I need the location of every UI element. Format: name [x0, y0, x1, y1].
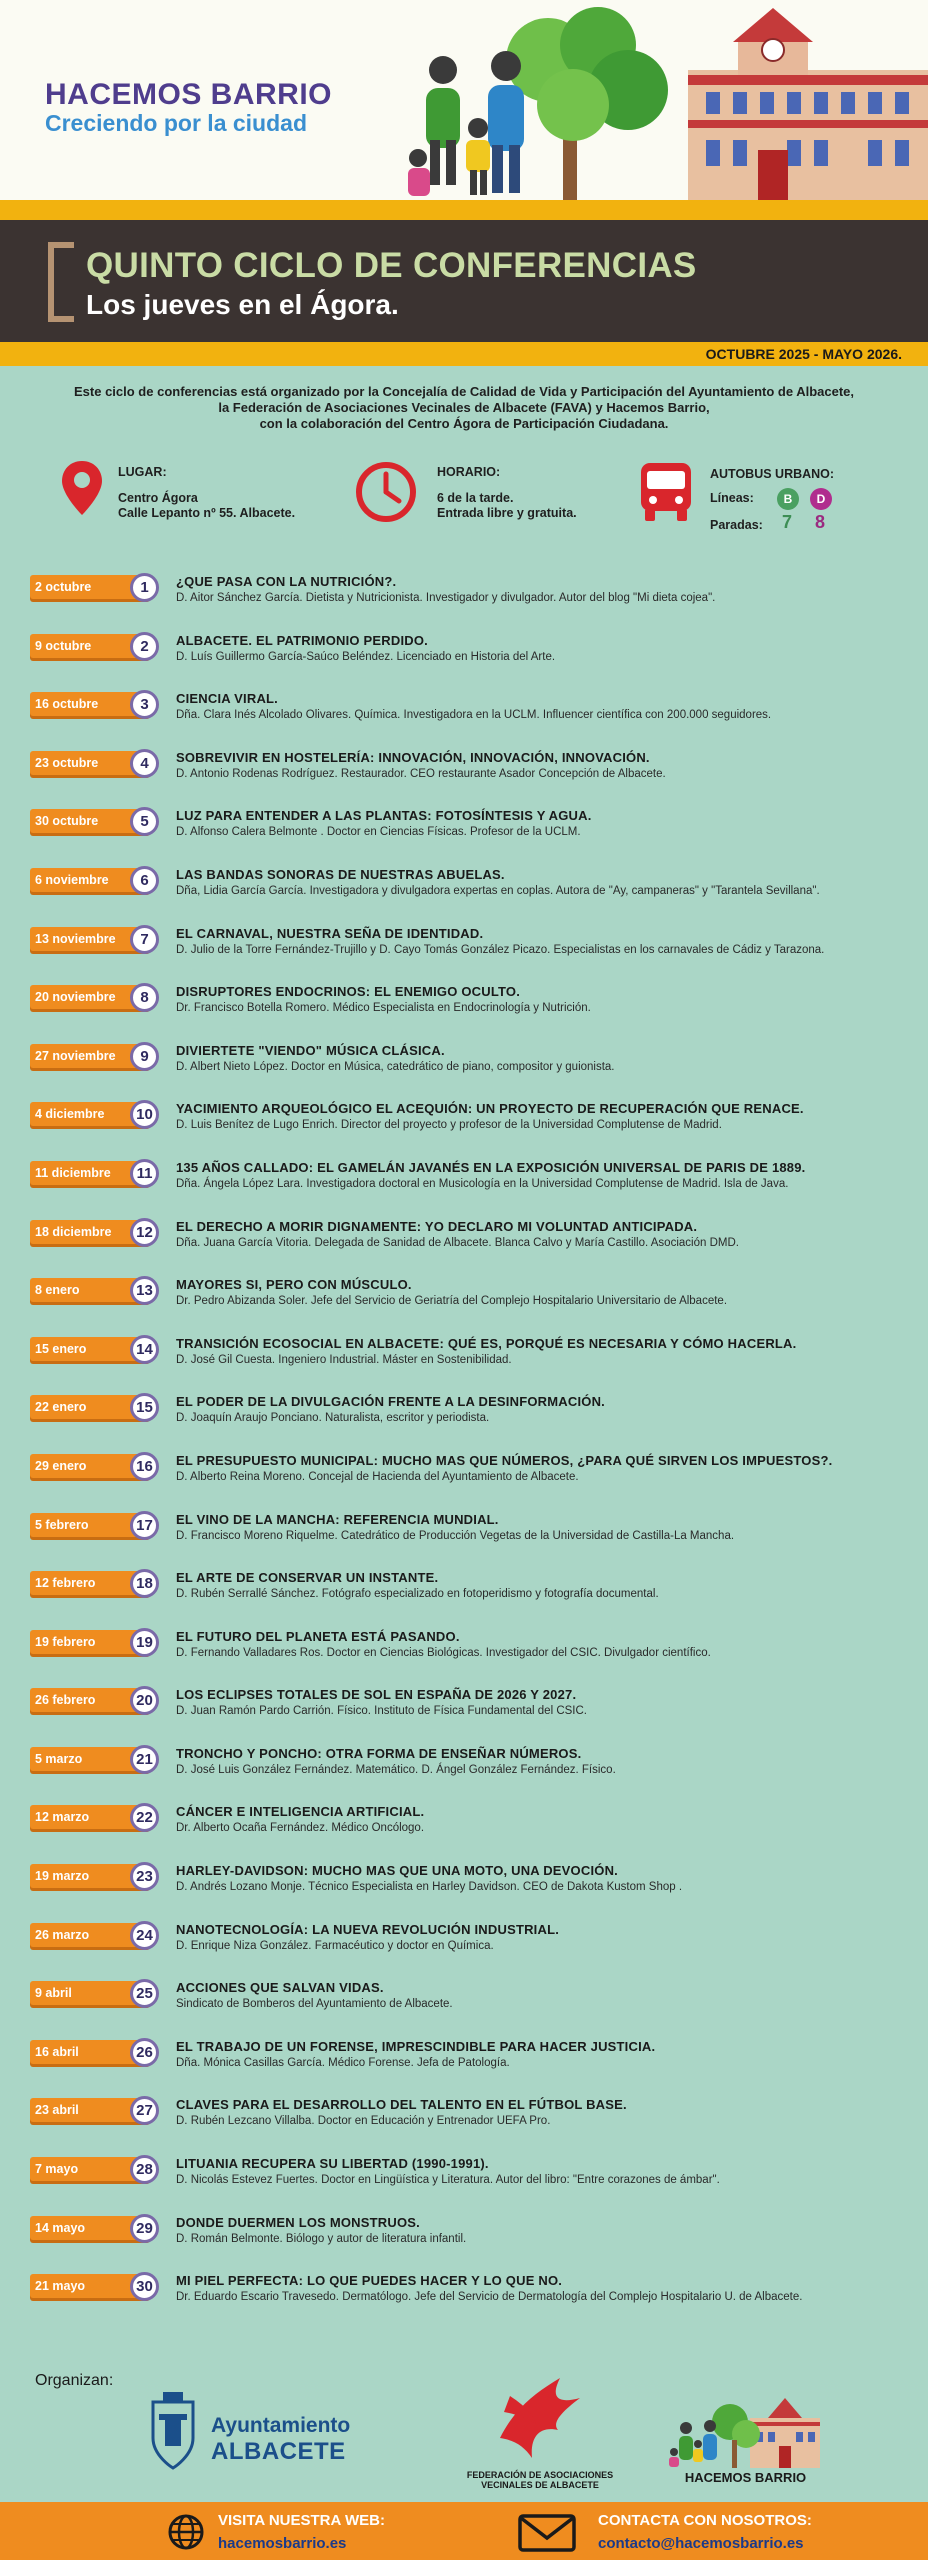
conference-title: ALBACETE. EL PATRIMONIO PERDIDO.	[176, 632, 428, 648]
conference-title: EL ARTE DE CONSERVAR UN INSTANTE.	[176, 1570, 439, 1586]
conference-title: EL FUTURO DEL PLANETA ESTÁ PASANDO.	[176, 1628, 460, 1644]
clock-icon	[355, 461, 417, 523]
conference-row	[0, 1859, 928, 1918]
conference-speaker: D. Enrique Niza González. Farmacéutico y doctor en Química.	[176, 1939, 494, 1952]
location-label: LUGAR:	[118, 465, 167, 479]
conference-number: 23	[130, 1862, 159, 1891]
conference-number: 5	[130, 807, 159, 836]
conference-title: LAS BANDAS SONORAS DE NUESTRAS ABUELAS.	[176, 866, 505, 882]
globe-icon	[168, 2514, 204, 2550]
location-line: Centro Ágora	[118, 491, 198, 505]
conference-speaker: D. Luis Benítez de Lugo Enrich. Director del proyecto y profesor de la Universidad Complutense de Madrid.	[176, 1119, 722, 1132]
conference-list	[0, 570, 928, 2328]
conference-number: 18	[130, 1569, 159, 1598]
conference-title: ACCIONES QUE SALVAN VIDAS.	[176, 1980, 384, 1996]
conference-number: 10	[130, 1100, 159, 1129]
conference-number: 14	[130, 1335, 159, 1364]
family-and-townhall-illustration	[388, 0, 928, 200]
conference-speaker: D. Andrés Lozano Monje. Técnico Especialista en Harley Davidson. CEO de Dakota Kustom Shop .	[176, 1881, 683, 1894]
conference-row	[0, 2035, 928, 2094]
conference-date: 13 noviembre	[30, 927, 150, 951]
conference-speaker: Sindicato de Bomberos del Ayuntamiento de Albacete.	[176, 1998, 453, 2011]
conference-date: 8 enero	[30, 1278, 150, 1302]
conference-row	[0, 863, 928, 922]
conference-number: 1	[130, 573, 159, 602]
conference-date: 12 febrero	[30, 1571, 150, 1595]
footer	[0, 2502, 928, 2560]
conference-date: 12 marzo	[30, 1805, 150, 1829]
conference-number: 25	[130, 1979, 159, 2008]
conference-date: 27 noviembre	[30, 1044, 150, 1068]
header-banner	[0, 0, 928, 200]
conference-number: 2	[130, 632, 159, 661]
location-line: Calle Lepanto nº 55. Albacete.	[118, 506, 296, 520]
hacemos-barrio-logo	[668, 2392, 823, 2485]
conference-title: EL PODER DE LA DIVULGACIÓN FRENTE A LA DESINFORMACIÓN.	[176, 1394, 605, 1410]
conference-row	[0, 1273, 928, 1332]
conference-row	[0, 1625, 928, 1684]
schedule-text	[437, 491, 577, 521]
conference-speaker: Dña. Juana García Vitoria. Delegada de Sanidad de Albacete. Blanca Calvo y María Castillo. Asociación DMD.	[176, 1236, 739, 1249]
conference-title: TRONCHO Y PONCHO: OTRA FORMA DE ENSEÑAR NÚMEROS.	[176, 1745, 582, 1761]
conference-speaker: D. Alfonso Calera Belmonte . Doctor en Ciencias Físicas. Profesor de la UCLM.	[176, 826, 581, 839]
website-link[interactable]: hacemosbarrio.es	[218, 2535, 347, 2552]
conference-number: 27	[130, 2096, 159, 2125]
conference-number: 24	[130, 1921, 159, 1950]
conference-speaker: D. Antonio Rodenas Rodríguez. Restaurador. CEO restaurante Asador Concepción de Albacete.	[176, 767, 666, 780]
bus-line-d-badge: D	[810, 488, 832, 510]
conference-row	[0, 980, 928, 1039]
conference-date: 21 mayo	[30, 2274, 150, 2298]
conference-number: 11	[130, 1159, 159, 1188]
conference-row	[0, 1918, 928, 1977]
conference-number: 26	[130, 2038, 159, 2067]
conference-speaker: Dr. Alberto Ocaña Fernández. Médico Oncólogo.	[176, 1822, 425, 1835]
period-label: OCTUBRE 2025 - MAYO 2026.	[705, 346, 902, 362]
conference-row	[0, 2211, 928, 2270]
conference-speaker: D. Joaquín Araujo Ponciano. Naturalista, escritor y periodista.	[176, 1412, 490, 1425]
conference-row	[0, 570, 928, 629]
conference-title: MAYORES SI, PERO CON MÚSCULO.	[176, 1277, 412, 1293]
conference-speaker: Dña, Lidia García García. Investigadora y divulgadora expertas en coplas. Autora de "Ay, campaneras" y "Tarantela Sevillana".	[176, 884, 820, 897]
conference-date: 16 abril	[30, 2040, 150, 2064]
conference-title: EL VINO DE LA MANCHA: REFERENCIA MUNDIAL.	[176, 1511, 499, 1527]
conference-title: 135 AÑOS CALLADO: EL GAMELÁN JAVANÉS EN LA EXPOSICIÓN UNIVERSAL DE PARIS DE 1889.	[176, 1159, 806, 1175]
conference-date: 19 febrero	[30, 1630, 150, 1654]
conference-date: 26 marzo	[30, 1923, 150, 1947]
organizers-label: Organizan:	[35, 2372, 114, 2389]
coat-of-arms-icon	[145, 2390, 201, 2474]
conference-number: 7	[130, 925, 159, 954]
conference-speaker: D. Fernando Valladares Ros. Doctor en Ciencias Biológicas. Investigador del CSIC. Divulgador científico.	[176, 1646, 711, 1659]
conference-row	[0, 1215, 928, 1274]
conference-date: 9 octubre	[30, 634, 150, 658]
conference-speaker: Dña. Mónica Casillas García. Médico Forense. Jefa de Patología.	[176, 2056, 510, 2069]
conference-row	[0, 1976, 928, 2035]
conference-number: 15	[130, 1393, 159, 1422]
conference-row	[0, 1039, 928, 1098]
conference-date: 6 noviembre	[30, 868, 150, 892]
intro-line: con la colaboración del Centro Ágora de Participación Ciudadana.	[259, 416, 669, 431]
ayuntamiento-name: Ayuntamiento	[211, 2414, 351, 2437]
conference-speaker: D. Nicolás Estevez Fuertes. Doctor en Lingüística y Literatura. Autor del libro: "Entre corazones de ámbar".	[176, 2174, 720, 2187]
conference-number: 17	[130, 1511, 159, 1540]
fava-name-line: VECINALES DE ALBACETE	[481, 2480, 599, 2490]
bus-lines-label: Líneas:	[710, 491, 754, 505]
conference-speaker: D. Juan Ramón Pardo Carrión. Físico. Instituto de Física Fundamental del CSIC.	[176, 1705, 587, 1718]
conference-number: 22	[130, 1803, 159, 1832]
conference-row	[0, 1742, 928, 1801]
conference-number: 16	[130, 1452, 159, 1481]
conference-date: 9 abril	[30, 1981, 150, 2005]
conference-date: 30 octubre	[30, 809, 150, 833]
conference-row	[0, 2152, 928, 2211]
conference-row	[0, 922, 928, 981]
conference-date: 15 enero	[30, 1337, 150, 1361]
conference-row	[0, 1097, 928, 1156]
bus-stop-b: 7	[782, 512, 793, 532]
conference-date: 26 febrero	[30, 1688, 150, 1712]
conference-title: NANOTECNOLOGÍA: LA NUEVA REVOLUCIÓN INDUSTRIAL.	[176, 1921, 560, 1937]
schedule-line: 6 de la tarde.	[437, 491, 514, 505]
conference-date: 2 octubre	[30, 575, 150, 599]
conference-date: 23 octubre	[30, 751, 150, 775]
conference-title: MI PIEL PERFECTA: LO QUE PUEDES HACER Y LO QUE NO.	[176, 2273, 563, 2289]
conference-date: 7 mayo	[30, 2157, 150, 2181]
conference-title: EL PRESUPUESTO MUNICIPAL: MUCHO MAS QUE NÚMEROS, ¿PARA QUÉ SIRVEN LOS IMPUESTOS?.	[176, 1452, 833, 1468]
conference-title: DIVIERTETE "VIENDO" MÚSICA CLÁSICA.	[176, 1042, 445, 1058]
conference-row	[0, 2269, 928, 2328]
schedule-line: Entrada libre y gratuita.	[437, 506, 577, 520]
intro-line: Este ciclo de conferencias está organizado por la Concejalía de Calidad de Vida y Participación del Ayuntamiento de Albacete,	[74, 384, 854, 399]
conference-row	[0, 1449, 928, 1508]
ayuntamiento-city: ALBACETE	[211, 2438, 346, 2465]
conference-number: 4	[130, 749, 159, 778]
conference-date: 11 diciembre	[30, 1161, 150, 1185]
conference-row	[0, 1566, 928, 1625]
map-pin-icon	[60, 459, 104, 517]
conference-title: DONDE DUERMEN LOS MONSTRUOS.	[176, 2214, 420, 2230]
conference-title: LOS ECLIPSES TOTALES DE SOL EN ESPAÑA DE 2026 Y 2027.	[176, 1687, 577, 1703]
page-title: QUINTO CICLO DE CONFERENCIAS	[86, 246, 697, 285]
hacemos-barrio-illustration	[668, 2392, 823, 2468]
conference-row	[0, 746, 928, 805]
conference-row	[0, 1683, 928, 1742]
fava-name-line: FEDERACIÓN DE ASOCIACIONES	[466, 2470, 614, 2480]
schedule-label: HORARIO:	[437, 465, 501, 479]
conference-number: 19	[130, 1628, 159, 1657]
conference-title: ¿QUE PASA CON LA NUTRICIÓN?.	[176, 574, 397, 589]
conference-speaker: D. Julio de la Torre Fernández-Trujillo y D. Cayo Tomás González Picazo. Especialistas en los carnavales de Cádiz y Tarazona.	[176, 943, 825, 956]
conference-date: 29 enero	[30, 1454, 150, 1478]
location-address	[118, 491, 295, 521]
conference-title: DISRUPTORES ENDOCRINOS: EL ENEMIGO OCULTO.	[176, 984, 521, 1000]
conference-number: 9	[130, 1042, 159, 1071]
fava-logo	[440, 2368, 640, 2490]
conference-date: 14 mayo	[30, 2216, 150, 2240]
conference-title: CIENCIA VIRAL.	[176, 691, 278, 707]
conference-number: 21	[130, 1745, 159, 1774]
bus-label: AUTOBUS URBANO:	[710, 467, 835, 481]
contact-label: CONTACTA CON NOSOTROS:	[598, 2512, 812, 2529]
ayuntamiento-logo	[145, 2390, 351, 2479]
conference-date: 22 enero	[30, 1395, 150, 1419]
conference-title: EL DERECHO A MORIR DIGNAMENTE: YO DECLARO MI VOLUNTAD ANTICIPADA.	[176, 1218, 698, 1234]
conference-number: 3	[130, 690, 159, 719]
conference-title: SOBREVIVIR EN HOSTELERÍA: INNOVACIÓN, INNOVACIÓN, INNOVACIÓN.	[176, 749, 650, 765]
conference-date: 18 diciembre	[30, 1220, 150, 1244]
conference-speaker: Dr. Pedro Abizanda Soler. Jefe del Servicio de Geriatría del Complejo Hospitalario Universitario de Albacete.	[176, 1295, 728, 1308]
conference-number: 8	[130, 983, 159, 1012]
conference-title: CÁNCER E INTELIGENCIA ARTIFICIAL.	[176, 1804, 425, 1820]
conference-title: HARLEY-DAVIDSON: MUCHO MAS QUE UNA MOTO, UNA DEVOCIÓN.	[176, 1863, 618, 1879]
conference-number: 28	[130, 2155, 159, 2184]
conference-row	[0, 2093, 928, 2152]
conference-row	[0, 687, 928, 746]
conference-row	[0, 1800, 928, 1859]
brand-title: HACEMOS BARRIO	[45, 78, 333, 111]
conference-title: LITUANIA RECUPERA SU LIBERTAD (1990-1991).	[176, 2156, 489, 2172]
yellow-band-top	[0, 200, 928, 220]
conference-speaker: D. Alberto Reina Moreno. Concejal de Hacienda del Ayuntamiento de Albacete.	[176, 1470, 579, 1483]
intro-line: la Federación de Asociaciones Vecinales de Albacete (FAVA) y Hacemos Barrio,	[218, 400, 710, 415]
conference-date: 20 noviembre	[30, 985, 150, 1009]
conference-date: 5 marzo	[30, 1747, 150, 1771]
brand-subtitle: Creciendo por la ciudad	[45, 110, 307, 136]
conference-row	[0, 629, 928, 688]
conference-speaker: D. Román Belmonte. Biólogo y autor de literatura infantil.	[176, 2232, 467, 2245]
conference-speaker: D. José Luis González Fernández. Matemático. D. Ángel González Fernández. Físico.	[176, 1763, 616, 1776]
conference-row	[0, 1508, 928, 1567]
conference-row	[0, 1332, 928, 1391]
conference-speaker: D. Francisco Moreno Riquelme. Catedrático de Producción Vegetas de la Universidad de Castilla-La Mancha.	[176, 1529, 735, 1542]
conference-date: 16 octubre	[30, 692, 150, 716]
conference-speaker: D. Albert Nieto López. Doctor en Música, catedrático de piano, compositor y guionista.	[176, 1060, 615, 1073]
conference-title: TRANSICIÓN ECOSOCIAL EN ALBACETE: QUÉ ES, PORQUÉ ES NECESARIA Y CÓMO HACERLA.	[176, 1335, 797, 1351]
conference-date: 19 marzo	[30, 1864, 150, 1888]
conference-speaker: D. Rubén Lezcano Villalba. Doctor en Educación y Entrenador UEFA Pro.	[176, 2115, 551, 2128]
conference-row	[0, 804, 928, 863]
conference-title: EL TRABAJO DE UN FORENSE, IMPRESCINDIBLE PARA HACER JUSTICIA.	[176, 2038, 656, 2054]
contact-email-link[interactable]: contacto@hacemosbarrio.es	[598, 2535, 804, 2552]
conference-speaker: D. Aitor Sánchez García. Dietista y Nutricionista. Investigador y divulgador. Autor del blog "Mi dieta cojea".	[176, 592, 716, 604]
conference-title: LUZ PARA ENTENDER A LAS PLANTAS: FOTOSÍNTESIS Y AGUA.	[176, 808, 592, 824]
conference-speaker: Dr. Francisco Botella Romero. Médico Especialista en Endocrinología y Nutrición.	[176, 1002, 591, 1015]
bus-line-b-badge: B	[777, 488, 799, 510]
conference-title: CLAVES PARA EL DESARROLLO DEL TALENTO EN EL FÚTBOL BASE.	[176, 2097, 627, 2113]
conference-number: 12	[130, 1218, 159, 1247]
fava-bird-icon	[440, 2368, 640, 2468]
conference-row	[0, 1390, 928, 1449]
conference-speaker: D. José Gil Cuesta. Ingeniero Industrial. Máster en Sostenibilidad.	[176, 1353, 512, 1366]
mail-icon	[518, 2514, 576, 2552]
conference-title: EL CARNAVAL, NUESTRA SEÑA DE IDENTIDAD.	[176, 925, 484, 941]
bus-icon	[637, 461, 695, 523]
hacemos-barrio-name: HACEMOS BARRIO	[684, 2470, 807, 2485]
conference-date: 5 febrero	[30, 1513, 150, 1537]
conference-speaker: Dña. Clara Inés Alcolado Olivares. Química. Investigadora en la UCLM. Influencer científica con 200.000 seguidores.	[176, 709, 772, 722]
web-label: VISITA NUESTRA WEB:	[218, 2512, 385, 2529]
conference-number: 13	[130, 1276, 159, 1305]
conference-date: 4 diciembre	[30, 1102, 150, 1126]
conference-row	[0, 1156, 928, 1215]
conference-date: 23 abril	[30, 2098, 150, 2122]
conference-speaker: D. Luís Guillermo García-Saúco Beléndez. Licenciado en Historia del Arte.	[176, 650, 556, 663]
conference-title: YACIMIENTO ARQUEOLÓGICO EL ACEQUIÓN: UN PROYECTO DE RECUPERACIÓN QUE RENACE.	[176, 1101, 804, 1117]
conference-number: 29	[130, 2214, 159, 2243]
conference-speaker: Dr. Eduardo Escario Travesedo. Dermatólogo. Jefe del Servicio de Dermatología del Complejo Hospitalario U. de Albacete.	[176, 2291, 803, 2304]
conference-speaker: Dña. Ángela López Lara. Investigadora doctoral en Musicología en la Universidad Complutense de Madrid. Isla de Java.	[176, 1177, 789, 1190]
conference-number: 20	[130, 1686, 159, 1715]
page-subtitle: Los jueves en el Ágora.	[86, 289, 399, 320]
bus-stops-label: Paradas:	[710, 518, 763, 532]
conference-number: 30	[130, 2272, 159, 2301]
bracket-decoration	[48, 242, 74, 322]
conference-number: 6	[130, 866, 159, 895]
bus-stop-d: 8	[815, 512, 826, 532]
intro-text	[40, 384, 888, 432]
fava-name	[440, 2470, 640, 2490]
conference-speaker: D. Rubén Serrallé Sánchez. Fotógrafo especializado en fotoperidismo y fotografía documental.	[176, 1588, 659, 1601]
